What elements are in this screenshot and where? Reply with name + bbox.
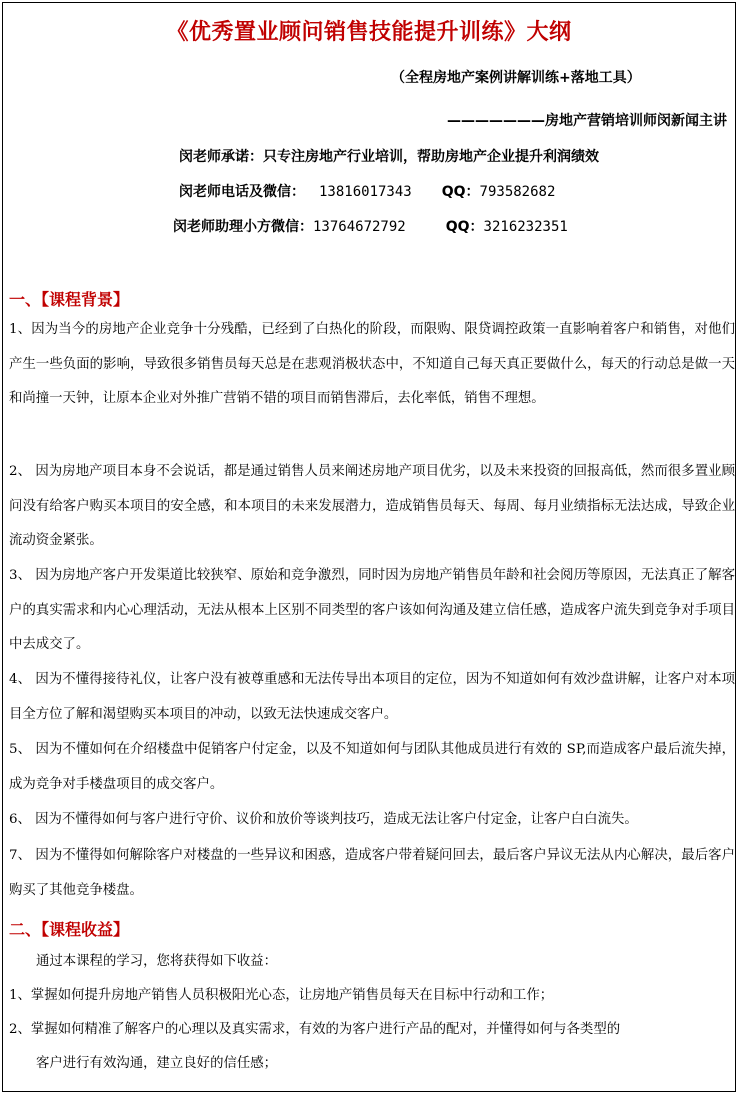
benefit-item-1: 1、掌握如何提升房地产销售人员积极阳光心态，让房地产销售员每天在目标中行动和工作； [9, 988, 554, 1003]
assistant-wechat: 13764672792 [313, 219, 406, 235]
lecturer-byline: ———————房地产营销培训师闵新闻主讲 [447, 113, 727, 129]
background-item-5: 5、 因为不懂如何在介绍楼盘中促销客户付定金，以及不知道如何与团队其他成员进行有效的 SP,而造成客户最后流失掉，成为竞争对手楼盘项目的成交客户。 [9, 742, 735, 792]
teacher-contact [179, 181, 555, 201]
teacher-phone: 13816017343 [319, 184, 412, 200]
teacher-phone-label: 闵老师电话及微信： [179, 184, 305, 200]
teacher-qq: 793582682 [479, 184, 556, 200]
background-item-3: 3、 因为房地产客户开发渠道比较狭窄、原始和竞争激烈，同时因为房地产销售员年龄和社会阅历等原因，无法真正了解客户的真实需求和内心心理活动，无法从根本上区别不同类型的客户该如何沟通及建立信任感，造成客户流失到竞争对手项目中去成交了。 [9, 568, 735, 653]
assistant-wechat-label: 闵老师助理小方微信： [173, 219, 313, 235]
section-heading-background: 一、【课程背景】 [9, 290, 130, 309]
background-item-6: 6、 因为不懂得如何与客户进行守价、议价和放价等谈判技巧，造成无法让客户付定金，让客户白白流失。 [9, 812, 638, 827]
background-item-4: 4、 因为不懂得接待礼仪，让客户没有被尊重感和无法传导出本项目的定位，因为不知道如何有效沙盘讲解，让客户对本项目全方位了解和渴望购买本项目的冲动，以致无法快速成交客户。 [9, 672, 735, 722]
document-subtitle: （全程房地产案例讲解训练+落地工具） [391, 70, 641, 86]
assistant-qq-label: QQ： [445, 219, 484, 235]
document-title: 《优秀置业顾问销售技能提升训练》大纲 [166, 20, 572, 45]
teacher-qq-label: QQ： [441, 184, 480, 200]
section-heading-benefits: 二、【课程收益】 [9, 920, 130, 939]
benefits-intro: 通过本课程的学习，您将获得如下收益： [36, 954, 278, 969]
benefits-list [9, 945, 735, 1081]
assistant-contact [173, 216, 568, 236]
background-item-2: 2、 因为房地产项目本身不会说话，都是通过销售人员来阐述房地产项目优劣，以及未来投资的回报高低，然而很多置业顾问没有给客户购买本项目的安全感，和本项目的未来发展潜力，造成销售员每天、每周、每月业绩指标无法达成，导致企业流动资金紧张。 [9, 464, 735, 549]
teacher-pledge: 闵老师承诺：只专注房地产行业培训，帮助房地产企业提升利润绩效 [179, 149, 599, 165]
benefit-item-2: 2、掌握如何精准了解客户的心理以及真实需求，有效的为客户进行产品的配对，并懂得如何与各类型的 [9, 1022, 621, 1037]
background-item-1: 1、因为当今的房地产企业竞争十分残酷，已经到了白热化的阶段，而限购、限贷调控政策一直影响着客户和销售，对他们产生一些负面的影响，导致很多销售员每天总是在悲观消极状态中，不知道自己每天真正要做什么，每天的行动总是做一天和尚撞一天钟，让原本企业对外推广营销不错的项目而销售滞后，去化率低，销售不理想。 [9, 322, 735, 407]
assistant-qq: 3216232351 [483, 219, 568, 235]
benefit-item-2-continued: 客户进行有效沟通，建立良好的信任感； [36, 1056, 278, 1071]
background-item-7: 7、 因为不懂得如何解除客户对楼盘的一些异议和困惑，造成客户带着疑问回去，最后客户异议无法从内心解决，最后客户购买了其他竞争楼盘。 [9, 848, 735, 898]
document-page [2, 2, 736, 1092]
